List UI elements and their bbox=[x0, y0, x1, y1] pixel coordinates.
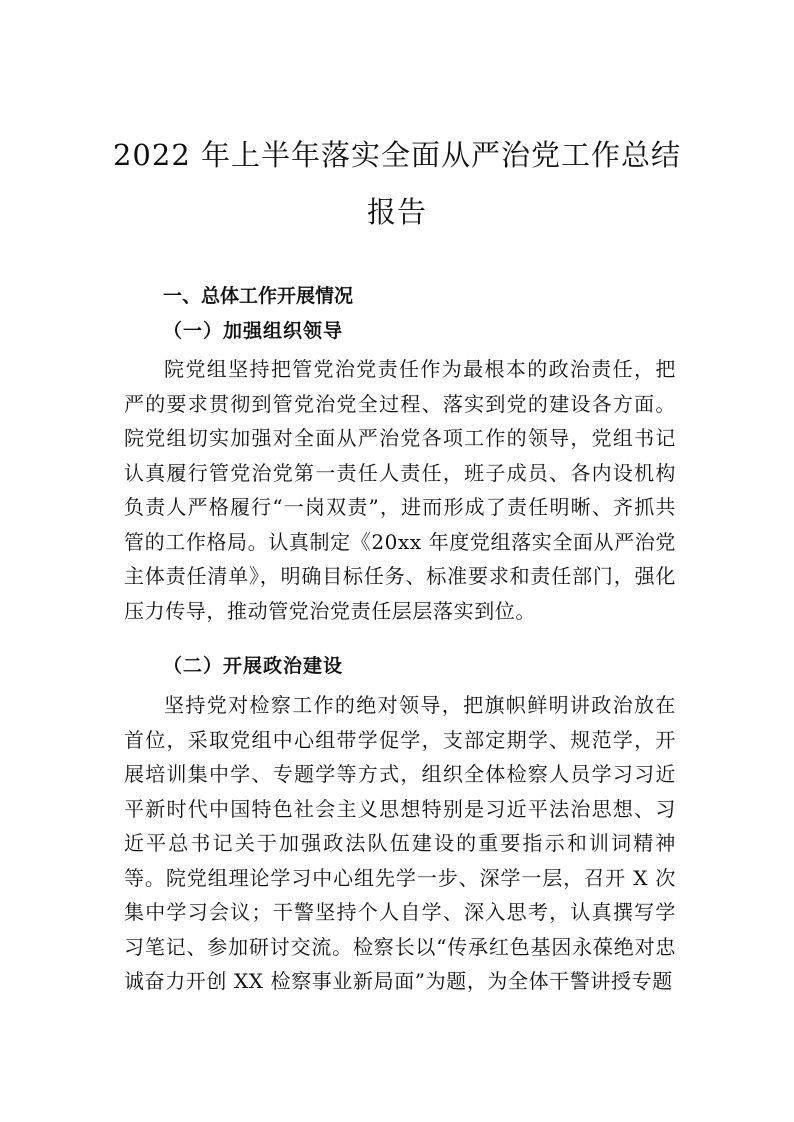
document-title-line-2: 报告 bbox=[366, 195, 427, 229]
paragraph-organization: 院党组坚持把管党治党责任作为最根本的政治责任，把严的要求贯彻到管党治党全过程、落实到党的建设各方面。院党组切实加强对全面从严治党各项工作的领导，党组书记认真履行管党治党第一责任人责任，班子成员、各内设机构负责人严格履行“一岗双责”，进而形成了责任明晰、齐抓共管的工作格局。认真制定《20xx 年度党组落实全面从严治党主体责任清单》，明确目标任务、标准要求和责任部门，强化压力传导，推动管党治党责任层层落实到位。 bbox=[124, 357, 676, 623]
subsection-heading-organization: （一）加强组织领导 bbox=[163, 320, 344, 342]
paragraph-political-building: 坚持党对检察工作的绝对领导，把旗帜鲜明讲政治放在首位，采取党组中心组带学促学，支部定期学、规范学，开展培训集中学、专题学等方式，组织全体检察人员学习习近平新时代中国特色社会主义思想特别是习近平法治思想、习近平总书记关于加强政法队伍建设的重要指示和训词精神等。院党组理论学习中心组先学一步、深学一层，召开 X 次集中学习会议；干警坚持个人自学、深入思考，认真撰写学习笔记、参加研讨交流。检察长以“传承红色基因永葆绝对忠诚奋力开创 XX 检察事业新局面”为题，为全体干警讲授专题 bbox=[124, 693, 676, 993]
subsection-heading-political-building: （二）开展政治建设 bbox=[163, 655, 344, 677]
document-title-line-1: 2022 年上半年落实全面从严治党工作总结 bbox=[112, 138, 682, 172]
section-heading-overall: 一、总体工作开展情况 bbox=[163, 285, 354, 307]
